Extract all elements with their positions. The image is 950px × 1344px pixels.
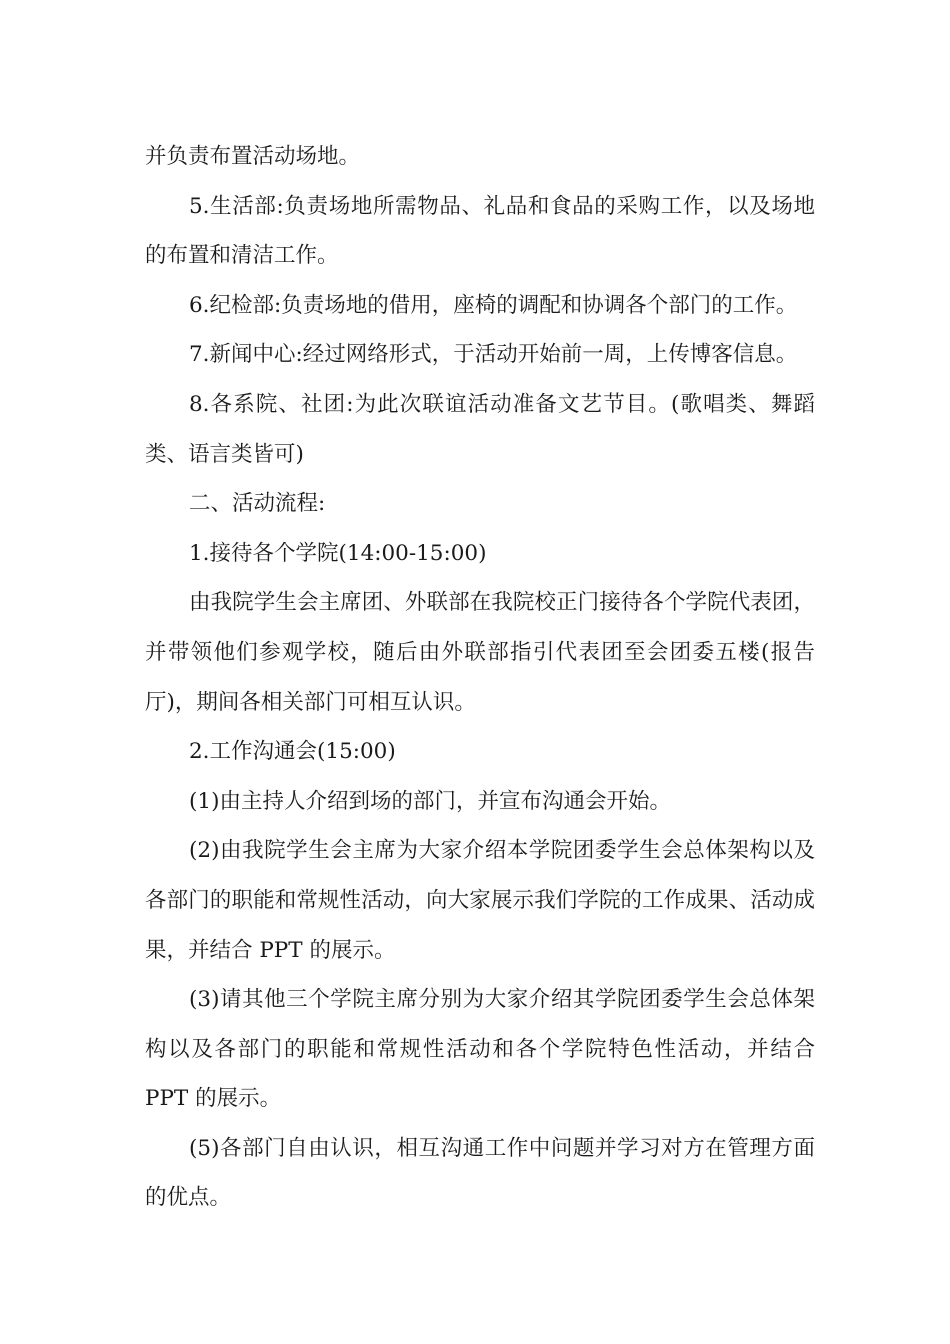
subheading-reception: 1.接待各个学院(14:00-15:00) xyxy=(189,540,487,566)
paragraph-item-5: 5.生活部:负责场地所需物品、礼品和食品的采购工作，以及场地的布置和清洁工作。 xyxy=(145,193,815,269)
paragraph-continuation: 并负责布置活动场地。 xyxy=(145,144,361,169)
paragraph-step-3: (3)请其他三个学院主席分别为大家介绍其学院团委学生会总体架构以及各部门的职能和常规性活动和各个学院特色性活动，并结合 PPT 的展示。 xyxy=(145,987,815,1112)
paragraph-item-8: 8.各系院、社团:为此次联谊活动准备文艺节目。(歌唱类、舞蹈类、语言类皆可) xyxy=(145,391,815,467)
paragraph-reception: 由我院学生会主席团、外联部在我院校正门接待各个学院代表团，并带领他们参观学校，随后由外联部指引代表团至会团委五楼(报告厅)，期间各相关部门可相互认识。 xyxy=(145,590,815,715)
subheading-meeting: 2.工作沟通会(15:00) xyxy=(189,739,396,765)
paragraph-step-5: (5)各部门自由认识，相互沟通工作中问题并学习对方在管理方面的优点。 xyxy=(145,1135,815,1211)
document-page xyxy=(145,132,815,1223)
paragraph-item-7: 7.新闻中心:经过网络形式，于活动开始前一周，上传博客信息。 xyxy=(189,342,798,368)
paragraph-step-2: (2)由我院学生会主席为大家介绍本学院团委学生会总体架构以及各部门的职能和常规性活动，向大家展示我们学院的工作成果、活动成果，并结合 PPT 的展示。 xyxy=(145,838,815,963)
paragraph-item-6: 6.纪检部:负责场地的借用，座椅的调配和协调各个部门的工作。 xyxy=(189,292,798,318)
section-heading: 二、活动流程: xyxy=(189,491,326,517)
paragraph-step-1: (1)由主持人介绍到场的部门，并宣布沟通会开始。 xyxy=(189,788,671,814)
